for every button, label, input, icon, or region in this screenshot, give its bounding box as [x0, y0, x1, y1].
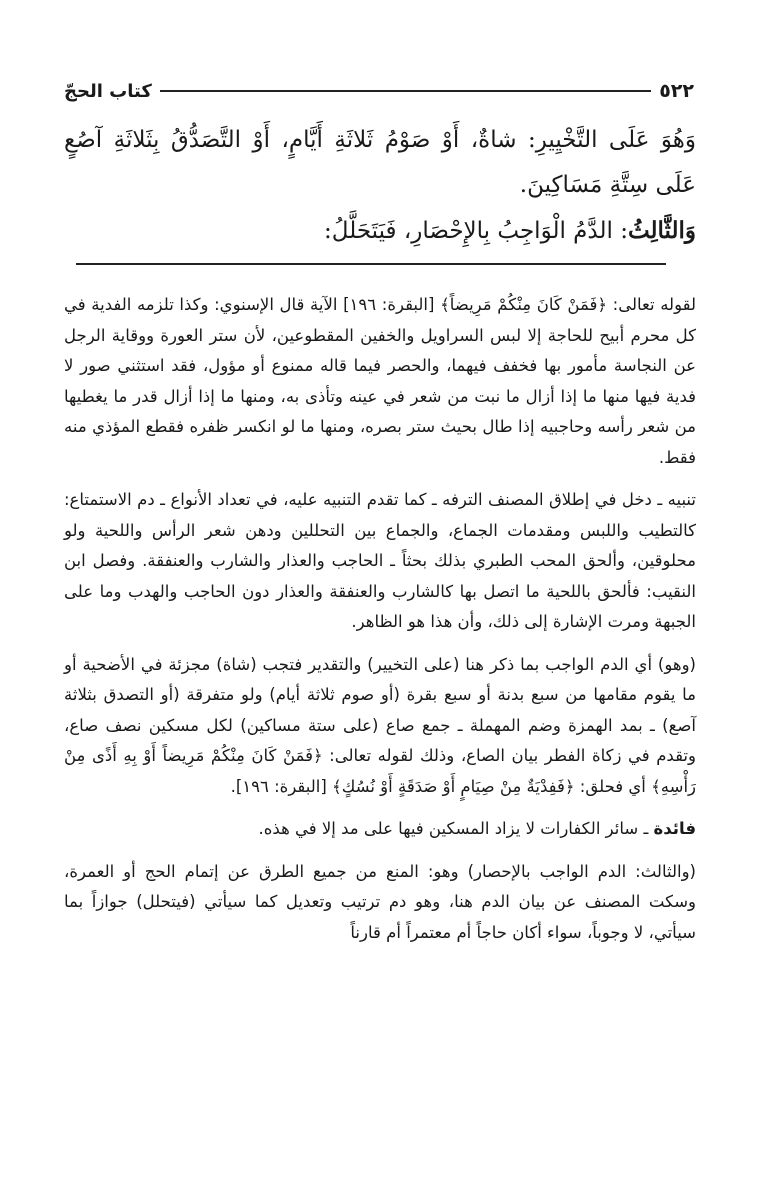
commentary-paragraph: (وهو) أي الدم الواجب بما ذكر هنا (على التخيير) والتقدير فتجب (شاة) مجزئة في الأضحية أو ما يقوم مقامها من سبع بدنة أو سبع بقرة (أو صوم ثلاثة أيام) ولو متفرقة (أو التصدق بثلاثة آصع) ـ بمد الهمزة وضم المهملة ـ جمع صاع (على ستة مساكين) لكل مسكين نصف صاع، وتقدم في زكاة الفطر بيان الصاع، وذلك لقوله تعالى: ﴿فَمَنْ كَانَ مِنْكُمْ مَرِيضاً أَوْ بِهِ أَذًى مِنْ رَأْسِهِ﴾ أي فحلق: ﴿فَفِدْيَةٌ مِنْ صِيَامٍ أَوْ صَدَقَةٍ أَوْ نُسُكٍ﴾ [البقرة: ١٩٦].: [64, 654, 696, 796]
commentary-note: [64, 814, 696, 845]
commentary: [64, 290, 696, 960]
page-number: ٥٢٢: [659, 80, 694, 102]
matn-third-text: : الدَّمُ الْوَاجِبُ بِالإِحْصَارِ، فَيَتَحَلَّلُ:: [324, 218, 628, 244]
commentary-paragraph: تنبيه ـ دخل في إطلاق المصنف الترفه ـ كما تقدم التنبيه عليه، في تعداد الأنواع ـ دم الاستمتاع: كالتطيب واللبس ومقدمات الجماع، والجماع بين التحللين ودهن شعر الرأس واللحية ولو محلوقين، وألحق المحب الطبري بذلك بحثاً ـ الحاجب والعذار والشارب والعنفقة. وفصل ابن النقيب: فألحق باللحية ما اتصل بها كالشارب والعنفقة والعذار دون الحاجب والهدب وما على الجبهة ومرت الإشارة إلى ذلك، وأن هذا هو الظاهر.: [64, 490, 696, 631]
matn-third-label: وَالثَّالِثُ: [627, 217, 696, 244]
header-rule: [160, 90, 651, 92]
commentary-paragraph: (والثالث: الدم الواجب بالإحصار) وهو: المنع من جميع الطرق عن إتمام الحج أو العمرة، وسكت المصنف عن بيان الدم هنا، وهو دم ترتيب وتعديل كما سيأتي (فيتحلل) جوازاً بما سيأتي، لا وجوباً، سواء أكان حاجاً أم معتمراً أم قارناً: [64, 861, 696, 942]
note-label: فائدة: [653, 819, 696, 838]
note-text: ـ سائر الكفارات لا يزاد المسكين فيها على مد إلا في هذه.: [258, 819, 654, 838]
commentary-paragraph: لقوله تعالى: ﴿فَمَنْ كَانَ مِنْكُمْ مَرِيضاً﴾ [البقرة: ١٩٦] الآية قال الإسنوي: وكذا تلزمه الفدية في كل محرم أبيح للحاجة إلا لبس السراويل والخفين المقطوعين، لأن ستر العورة ووقاية الرجل عن النجاسة مأمور بها فخفف فيهما، والحصر فيما قاله ممنوع أو مؤول، فقد استثني صور لا فدية فيها منها ما إذا أزال ما نبت من شعر في عينه وتأذى به، ومنها ما إذا أزال قدر ما يغطيها من شعر رأسه وحاجبيه إذا طال بحيث ستر بصره، ومنها ما لو انكسر ظفره فقطع المؤذي منه فقط.: [64, 295, 696, 467]
main-text: [64, 118, 696, 254]
text-divider: [76, 263, 666, 265]
matn-third-line: [64, 208, 696, 254]
matn-line: وَهُوَ عَلَى التَّخْيِيرِ: شاةٌ، أَوْ صَوْمُ ثَلاثَةِ أَيَّامٍ، أَوْ التَّصَدُّقُ بِثَلاثَةِ آصُعٍ عَلَى سِتَّةِ مَسَاكِينَ.: [64, 127, 696, 198]
page-header: [64, 76, 694, 106]
book-title: كتاب الحجّ: [64, 80, 152, 102]
